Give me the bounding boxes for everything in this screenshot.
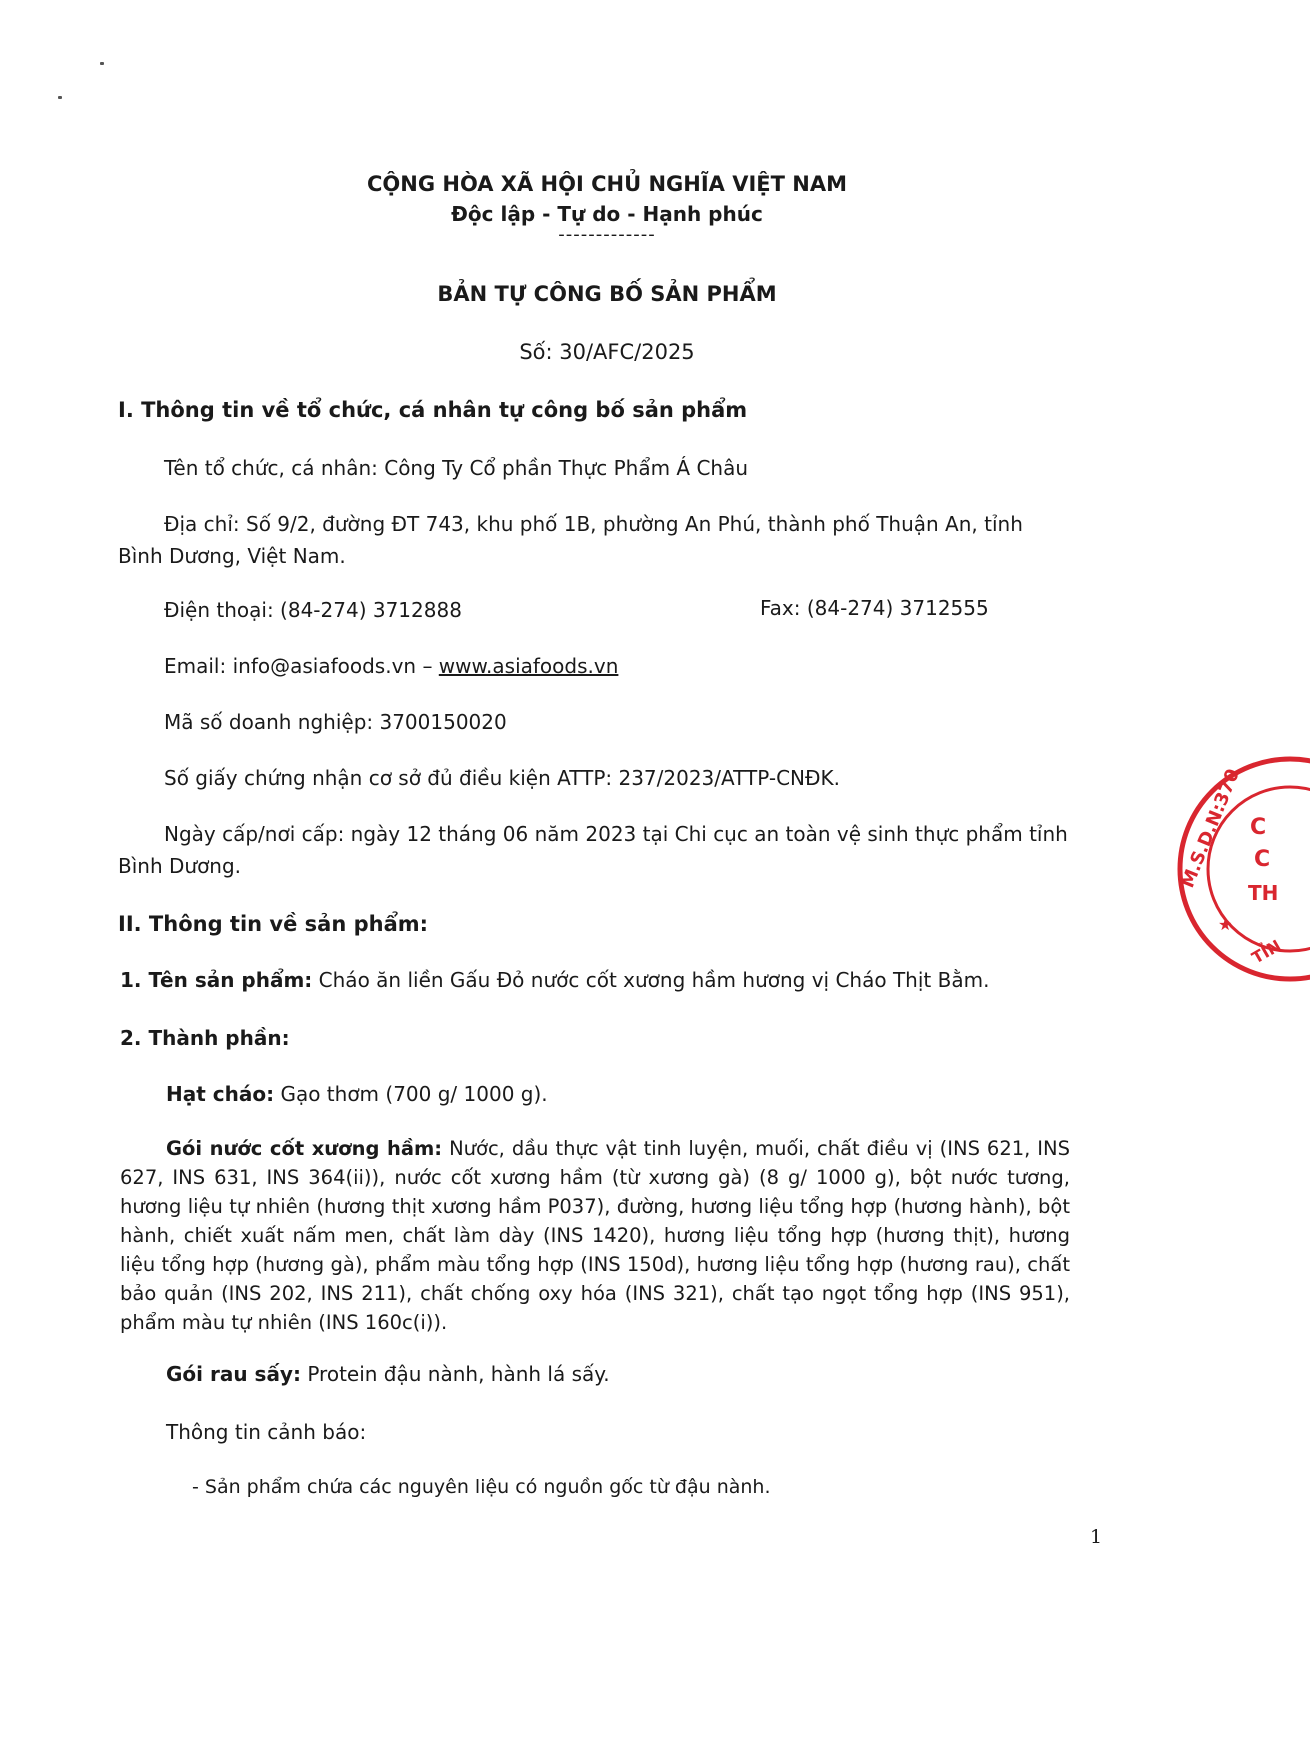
veg-value: Protein đậu nành, hành lá sấy. [300,1362,610,1386]
website-link[interactable]: www.asiafoods.vn [438,654,619,678]
ingredients-heading: 2. Thành phần: [120,1026,290,1050]
rice-label: Hạt cháo: [166,1082,275,1106]
veg-line [166,1362,610,1386]
document-title: BẢN TỰ CÔNG BỐ SẢN PHẨM [437,282,777,306]
fax: Fax: (84-274) 3712555 [760,596,989,620]
warning-item: - Sản phẩm chứa các nguyên liệu có nguồn gốc từ đậu nành. [192,1476,771,1498]
seal-letter-3: TH [1248,881,1279,905]
tax-code: Mã số doanh nghiệp: 3700150020 [164,710,507,734]
seal-letter-2: C [1254,847,1271,872]
address-line-2: Bình Dương, Việt Nam. [118,544,346,568]
product-name-label: 1. Tên sản phẩm: [120,968,313,992]
scan-speck [100,62,104,65]
product-name-line [120,968,989,992]
rice-value: Gạo thơm (700 g/ 1000 g). [274,1082,548,1106]
motto: Độc lập - Tự do - Hạnh phúc [451,202,763,226]
section-1-heading [118,398,747,422]
rice-line [166,1082,548,1106]
seal-letter-1: C [1250,815,1267,840]
nation-heading: CỘNG HÒA XÃ HỘI CHỦ NGHĨA VIỆT NAM [366,172,847,196]
section-1-heading-text: I. Thông tin về tổ chức, cá nhân tự công bố sản phẩm [118,398,748,422]
motto-underline: ------------- [558,224,656,245]
seal-letter-4: TỈN [1248,935,1285,968]
email-text: Email: info@asiafoods.vn – [164,654,439,678]
product-name-value: Cháo ăn liền Gấu Đỏ nước cốt xương hầm hương vị Cháo Thịt Bằm. [312,968,990,992]
email-line [164,654,618,678]
document-number: Số: 30/AFC/2025 [519,340,695,364]
seal-ring-text: M.S.D.N:370 [1177,766,1244,891]
address-line-1: Địa chỉ: Số 9/2, đường ĐT 743, khu phố 1B, phường An Phú, thành phố Thuận An, tỉnh [164,512,1023,536]
veg-label: Gói rau sấy: [166,1362,301,1386]
broth-value: Nước, dầu thực vật tinh luyện, muối, chất điều vị (INS 621, INS 627, INS 631, INS 364(ii)), nước cốt xương hầm (từ xương gà) (8 g/ 1000 g), bột nước tương, hương liệu tự nhiên (hương thịt xương hầm P037), đường, hương liệu tổng hợp (hương hành), bột hành, chiết xuất nấm men, chất làm dày (INS 1420), hương liệu tổng hợp (hương thịt), hương liệu tổng hợp (hương gà), phẩm màu tổng hợp (INS 150d), hương liệu tổng hợp (hương rau), chất bảo quản (INS 202, INS 211), chất chống oxy hóa (INS 321), chất tạo ngọt tổng hợp (INS 951), phẩm màu tự nhiên (INS 160c(i)). [120,1137,1071,1334]
scan-speck [58,96,62,99]
section-2-heading: II. Thông tin về sản phẩm: [118,912,429,936]
issue-line-1: Ngày cấp/nơi cấp: ngày 12 tháng 06 năm 2023 tại Chi cục an toàn vệ sinh thực phẩm tỉnh [164,822,1068,846]
issue-line-2: Bình Dương. [118,854,242,878]
company-seal [1160,754,1310,984]
seal-star: ★ [1218,915,1233,934]
broth-paragraph [120,1134,1070,1337]
broth-label: Gói nước cốt xương hầm: [166,1137,443,1160]
warning-heading: Thông tin cảnh báo: [166,1420,367,1444]
org-name: Tên tổ chức, cá nhân: Công Ty Cổ phần Thực Phẩm Á Châu [164,456,749,480]
food-safety-certificate: Số giấy chứng nhận cơ sở đủ điều kiện ATTP: 237/2023/ATTP-CNĐK. [164,766,840,790]
page-number: 1 [1090,1526,1103,1548]
phone: Điện thoại: (84-274) 3712888 [164,598,462,622]
